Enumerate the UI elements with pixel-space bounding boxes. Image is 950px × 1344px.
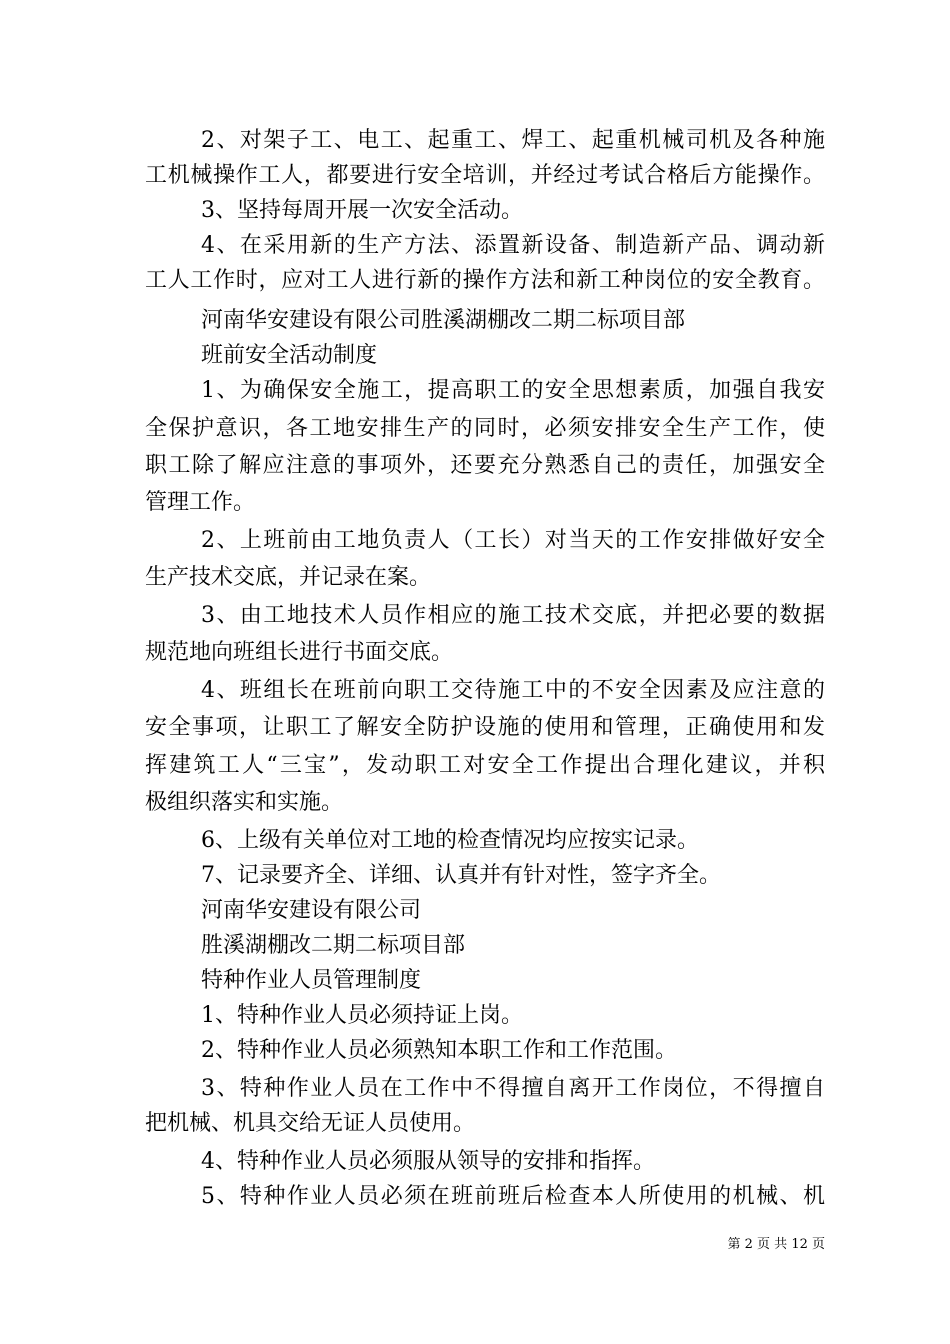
paragraph-line: 7、记录要齐全、详细、认真并有针对性，签字齐全。 — [201, 863, 721, 888]
paragraph-line: 全保护意识，各工地安排生产的同时，必须安排安全生产工作，使 — [145, 416, 825, 441]
paragraph-line: 4、在采用新的生产方法、添置新设备、制造新产品、调动新 — [201, 233, 825, 258]
paragraph-line: 4、班组长在班前向职工交待施工中的不安全因素及应注意的 — [201, 678, 825, 703]
section-heading: 班前安全活动制度 — [201, 343, 378, 368]
paragraph-line: 4、特种作业人员必须服从领导的安排和指挥。 — [201, 1149, 655, 1174]
paragraph-line: 把机械、机具交给无证人员使用。 — [145, 1111, 476, 1136]
paragraph-line: 职工除了解应注意的事项外，还要充分熟悉自己的责任，加强安全 — [145, 453, 825, 478]
section-heading: 特种作业人员管理制度 — [201, 968, 422, 993]
paragraph-line: 工人工作时，应对工人进行新的操作方法和新工种岗位的安全教育。 — [145, 268, 825, 293]
paragraph-line: 2、对架子工、电工、起重工、焊工、起重机械司机及各种施 — [201, 128, 825, 153]
section-heading: 河南华安建设有限公司 — [201, 898, 422, 923]
paragraph-line: 极组织落实和实施。 — [145, 790, 344, 815]
section-heading: 河南华安建设有限公司胜溪湖棚改二期二标项目部 — [201, 308, 686, 333]
paragraph-line: 规范地向班组长进行书面交底。 — [145, 640, 454, 665]
paragraph-line: 生产技术交底，并记录在案。 — [145, 565, 432, 590]
paragraph-line: 3、特种作业人员在工作中不得擅自离开工作岗位，不得擅自 — [201, 1076, 825, 1101]
paragraph-line: 6、上级有关单位对工地的检查情况均应按实记录。 — [201, 828, 699, 853]
paragraph-line: 1、为确保安全施工，提高职工的安全思想素质，加强自我安 — [201, 378, 825, 403]
section-heading: 胜溪湖棚改二期二标项目部 — [201, 933, 466, 958]
paragraph-line: 1、特种作业人员必须持证上岗。 — [201, 1003, 523, 1028]
paragraph-line: 3、坚持每周开展一次安全活动。 — [201, 198, 523, 223]
paragraph-line: 2、特种作业人员必须熟知本职工作和工作范围。 — [201, 1038, 677, 1063]
paragraph-line: 2、上班前由工地负责人（工长）对当天的工作安排做好安全 — [201, 528, 825, 553]
page-number-footer: 第 2 页 共 12 页 — [727, 1237, 825, 1252]
paragraph-line: 安全事项，让职工了解安全防护设施的使用和管理，正确使用和发 — [145, 715, 825, 740]
paragraph-line: 5、特种作业人员必须在班前班后检查本人所使用的机械、机 — [201, 1184, 825, 1209]
paragraph-line: 3、由工地技术人员作相应的施工技术交底，并把必要的数据 — [201, 603, 825, 628]
paragraph-line: 挥建筑工人“三宝”，发动职工对安全工作提出合理化建议，并积 — [145, 753, 825, 778]
paragraph-line: 工机械操作工人，都要进行安全培训，并经过考试合格后方能操作。 — [145, 163, 825, 188]
paragraph-line: 管理工作。 — [145, 490, 256, 515]
